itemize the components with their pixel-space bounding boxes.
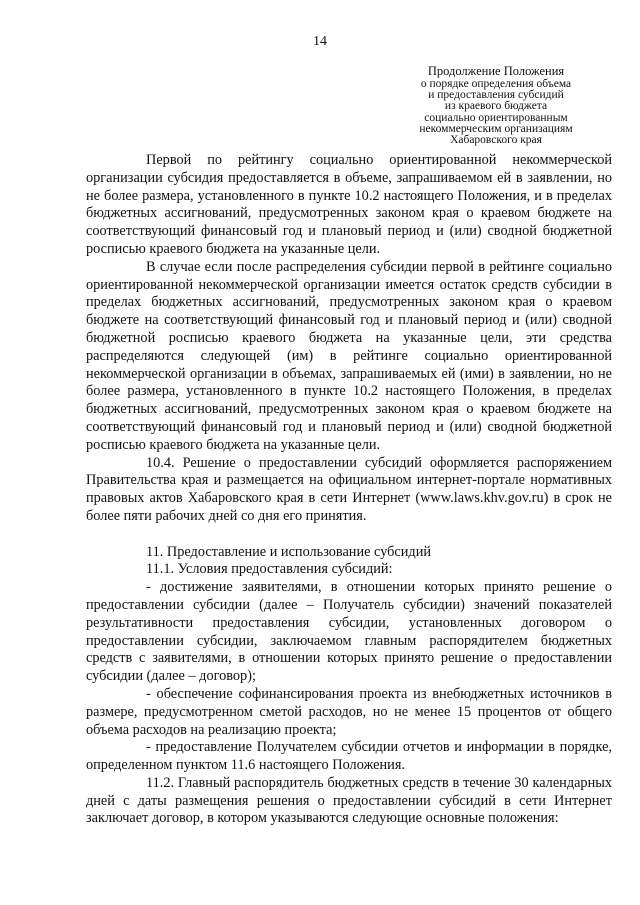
- header-line: о порядке определения объема: [420, 78, 572, 90]
- paragraph: Первой по рейтингу социально ориентированной некоммерческой организации субсидия предоставляется в объеме, запрашиваемом ей в заявлении, но не более размера, установленного в пункте 10.2 настоящего Положения, и в пределах бюджетных ассигнований, предусмотренных законом края о краевом бюджете на соответствующий финансовый год и плановый период и (или) сводной бюджетной росписью краевого бюджета на указанные цели.: [86, 152, 612, 257]
- paragraph: В случае если после распределения субсидии первой в рейтинге социально ориентированной некоммерческой организации имеется остаток средств субсидии в пределах бюджетных ассигнований, предусмотренных законом края о краевом бюджете на соответствующий финансовый год и плановый период и (или) сводной бюджетной росписью краевого бюджета на указанные цели, эти средства распределяются следующей (им) в рейтинге социально ориентированной некоммерческой организации в объемах, запрашиваемых ей (ими) в заявлении, но не более размера, установленного в пункте 10.2 настоящего Положения, в пределах бюджетных ассигнований, предусмотренных законом края о краевом бюджете на соответствующий финансовый год и плановый период и (или) сводной бюджетной росписью краевого бюджета на указанные цели.: [86, 258, 612, 453]
- header-line: социально ориентированным: [424, 111, 568, 124]
- paragraph: 10.4. Решение о предоставлении субсидий оформляется распоряжением Правительства края и размещается на официальном интернет-портале нормативных правовых актов Хабаровского края в сети Интернет (www.laws.khv.gov.ru) в срок не более пяти рабочих дней со дня его принятия.: [86, 454, 612, 524]
- list-item: - достижение заявителями, в отношении которых принято решение о предоставлении субсидии (далее – Получатель субсидии) значений показателей результативности предоставления субсидии, установленных договором о предоставлении субсидии, заключаемом главным распорядителем бюджетных средств с заявителями, в отношении которых принято решение о предоставлении субсидии (далее – договор);: [86, 579, 612, 685]
- header-line: и предоставления субсидий: [428, 89, 564, 102]
- header-line: Хабаровского края: [450, 134, 542, 147]
- document-body: [86, 152, 612, 828]
- section-heading: 11. Предоставление и использование субсидий: [146, 543, 431, 560]
- list-item: - предоставление Получателем субсидии отчетов и информации в порядке, определенном пунктом 11.6 настоящего Положения.: [86, 739, 612, 774]
- document-header: [396, 64, 596, 146]
- header-title: Продолжение Положения: [427, 64, 565, 78]
- header-line: некоммерческим организациям: [419, 122, 573, 135]
- list-item: - обеспечение софинансирования проекта из внебюджетных источников в размере, предусмотренном сметой расходов, но не менее 15 процентов от общего объема расходов на реализацию проекта;: [86, 685, 612, 738]
- subsection-heading: 11.1. Условия предоставления субсидий:: [146, 561, 393, 578]
- paragraph: 11.2. Главный распорядитель бюджетных средств в течение 30 календарных дней с даты размещения решения о предоставлении субсидий в сети Интернет заключает договор, в котором указываются следующие основные положения:: [86, 774, 612, 827]
- header-line: из краевого бюджета: [444, 100, 548, 113]
- page-number: 14: [313, 34, 327, 49]
